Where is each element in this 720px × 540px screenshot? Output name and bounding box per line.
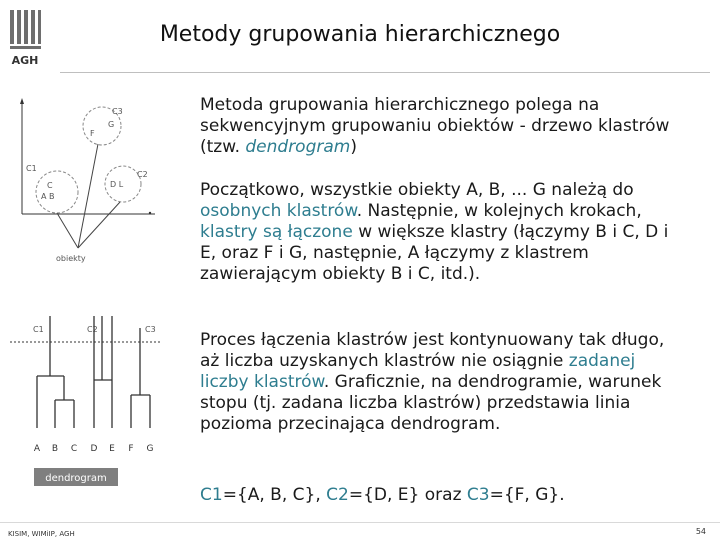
label-g: G: [108, 120, 115, 129]
result-text-b: ={D, E} oraz: [348, 485, 467, 505]
label-ab: A B: [41, 192, 55, 201]
result-c3: C3: [466, 485, 490, 505]
logo-text: AGH: [11, 54, 39, 67]
result-text-c: ={F, G}.: [489, 485, 565, 505]
paragraph-process: [200, 330, 685, 435]
footer-divider: [0, 522, 720, 523]
dendrogram-caption: dendrogram: [45, 473, 107, 484]
label-dl: D L: [110, 180, 124, 189]
leaf-b: B: [51, 444, 59, 454]
paragraph-method: [200, 95, 685, 158]
arrow-to-c1: [57, 213, 78, 248]
dendro-label-c2: C2: [87, 325, 98, 334]
p2-text-e: w większe klastry (łączymy B i C, D i E, oraz F i G, następnie, A łączymy z klastrem zawierającym obiekty B i C, itd.).: [200, 222, 669, 284]
paragraph-result: [200, 485, 685, 506]
page-number: 54: [695, 527, 706, 536]
p3-term-cluster-count: zadanej liczby klastrów: [200, 351, 636, 392]
p3-text-a: Proces łączenia klastrów jest kontynuowany tak długo, aż liczba uzyskanych klastrów nie osiągnie: [200, 330, 665, 371]
objects-label: obiekty: [56, 254, 86, 263]
slide-title: Metody grupowania hierarchicznego: [159, 22, 561, 47]
leaf-c: C: [70, 444, 78, 454]
dendrogram-tree: [37, 316, 150, 428]
leaf-e: E: [109, 444, 115, 454]
p1-term-dendrogram: dendrogram: [245, 137, 351, 157]
footer-affiliation: KISIM, WIMiIP, AGH: [8, 530, 75, 538]
label-c1: C1: [26, 164, 37, 173]
leaf-a: A: [33, 444, 41, 454]
dendro-label-c1: C1: [33, 325, 44, 334]
label-f: F: [90, 129, 95, 138]
label-c2: C2: [137, 170, 148, 179]
result-text-a: ={A, B, C},: [222, 485, 327, 505]
p2-term-merged: klastry są łączone: [200, 222, 353, 242]
arrow-to-c2: [78, 202, 120, 248]
label-c3: C3: [112, 107, 123, 116]
leaf-f: F: [128, 444, 134, 454]
p2-text-c: . Następnie, w kolejnych krokach,: [356, 201, 642, 221]
p2-term-separate-clusters: osobnych klastrów: [200, 201, 357, 221]
result-c1: C1: [200, 485, 223, 505]
axis-dot: [149, 212, 151, 214]
label-c: C: [47, 181, 53, 190]
title-divider: [60, 72, 710, 73]
p1-text-c: ): [350, 137, 357, 157]
leaf-d: D: [90, 444, 98, 454]
dendro-label-c3: C3: [145, 325, 156, 334]
arrow-to-c3: [78, 144, 98, 248]
leaf-g: G: [146, 444, 154, 454]
result-c2: C2: [326, 485, 349, 505]
y-axis-arrow-icon: [20, 98, 24, 104]
p1-text-a: Metoda grupowania hierarchicznego polega na sekwencyjnym grupowaniu obiektów - drzewo klastrów (tzw.: [200, 95, 670, 157]
p3-text-c: . Graficznie, na dendrogramie, warunek stopu (tj. zadana liczba klastrów) przedstawia linia pozioma przecinająca dendrogram.: [200, 372, 662, 434]
clustering-diagram: [0, 80, 200, 500]
p2-text-a: Początkowo, wszystkie obiekty A, B, ... G należą do: [200, 180, 634, 200]
paragraph-initial: [200, 180, 685, 285]
